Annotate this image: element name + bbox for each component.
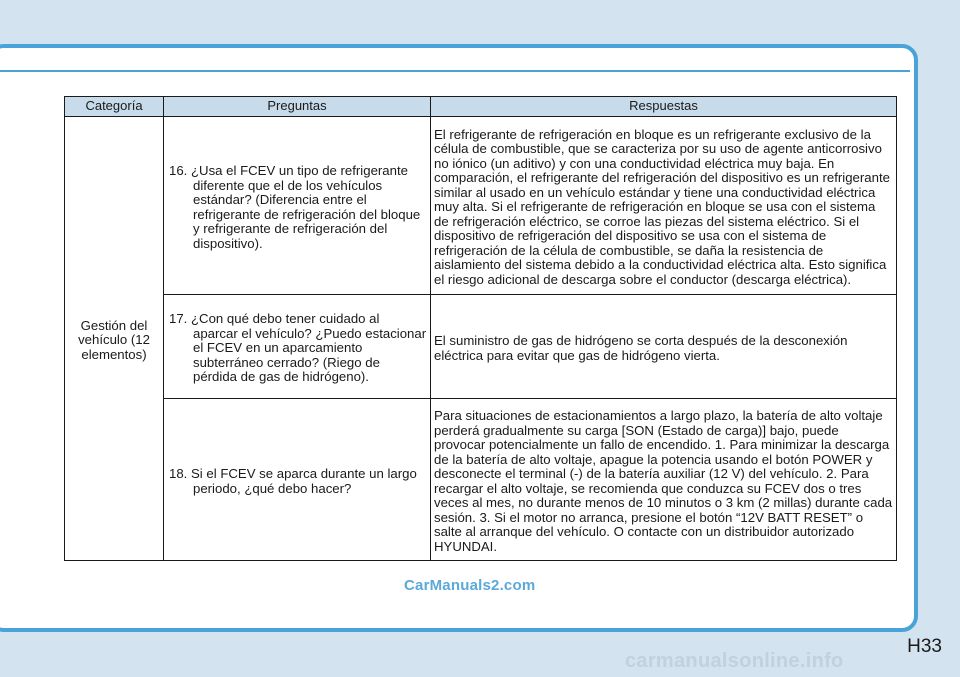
category-cell: Gestión del vehículo (12 elementos) bbox=[65, 117, 164, 561]
table-row bbox=[65, 295, 897, 399]
question-cell bbox=[164, 117, 431, 295]
answer-cell: El refrigerante de refrigeración en bloque es un refrigerante exclusivo de la célula de combustible, que se caracteriza por su uso de agente anticorrosivo no iónico (un aditivo) y con una conductividad eléctrica muy baja. En comparación, el refrigerante del refrigeración del dispositivo es un refrigerante similar al usado en un vehículo estándar y tiene una conductividad eléctrica muy alta. Si el refrigerante de refrigeración en bloque se usa con el sistema de refrigeración eléctrico, se corroe las piezas del sistema eléctrico. Si el dispositivo de refrigeración del dispositivo se usa con el sistema de refrigeración de la célula de combustible, se daña la resistencia de aislamiento del sistema debido a la conductividad eléctrica alta. Esto significa el riesgo adicional de descarga sobre el conductor (descarga eléctrica). bbox=[431, 117, 897, 295]
header-category: Categoría bbox=[65, 97, 164, 117]
question-text: 16. ¿Usa el FCEV un tipo de refrigerante diferente que el de los vehículos estándar? (Diferencia entre el refrigerante de refrigeración del bloque y refrigerante de refrigeración del dispositivo). bbox=[169, 163, 421, 251]
question-cell bbox=[164, 295, 431, 399]
top-rule bbox=[0, 70, 910, 72]
bottom-watermark: carmanualsonline.info bbox=[625, 650, 844, 672]
table-row bbox=[65, 117, 897, 295]
answer-cell: Para situaciones de estacionamientos a largo plazo, la batería de alto voltaje perderá gradualmente su carga [SON (Estado de carga)] bajo, puede provocar potencialmente un fallo de encendido. 1. Para minimizar la descarga de la batería de alto voltaje, apague la potencia usando el botón POWER y desconecte el terminal (-) de la batería auxiliar (12 V) del vehículo. 2. Para recargar el alto voltaje, se recomienda que conduzca su FCEV dos o tres veces al mes, no durante menos de 10 minutos o 3 km (2 millas) durante cada sesión. 3. Si el motor no arranca, presione el botón “12V BATT RESET” o salte al arranque del vehículo. O contacte con un distribuidor autorizado HYUNDAI. bbox=[431, 399, 897, 561]
page-number: H33 bbox=[907, 636, 942, 657]
header-questions: Preguntas bbox=[164, 97, 431, 117]
question-text: 17. ¿Con qué debo tener cuidado al aparcar el vehículo? ¿Puedo estacionar el FCEV en un aparcamiento subterráneo cerrado? (Riego de pérdida de gas de hidrógeno). bbox=[169, 311, 427, 385]
table-header-row bbox=[65, 97, 897, 117]
answer-cell: El suministro de gas de hidrógeno se corta después de la desconexión eléctrica para evitar que gas de hidrógeno vierta. bbox=[431, 295, 897, 399]
table-row bbox=[65, 399, 897, 561]
faq-table bbox=[64, 96, 897, 561]
question-text: 18. Si el FCEV se aparca durante un largo periodo, ¿qué debo hacer? bbox=[169, 466, 417, 496]
question-cell bbox=[164, 399, 431, 561]
header-answers: Respuestas bbox=[431, 97, 897, 117]
watermark-link[interactable]: CarManuals2.com bbox=[404, 577, 536, 594]
